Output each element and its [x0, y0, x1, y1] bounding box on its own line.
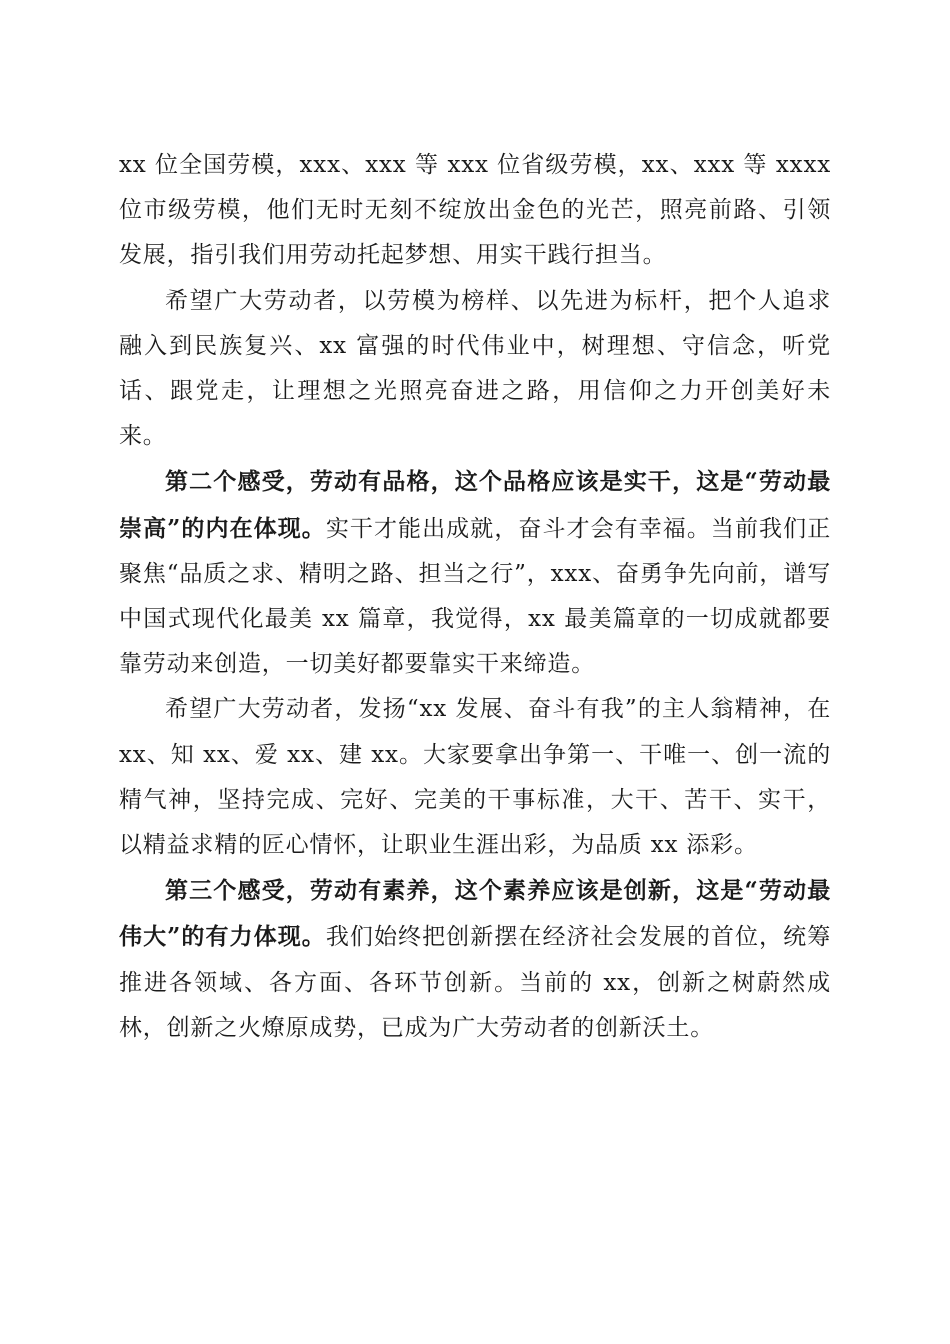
paragraph-5-lead: 第三个感受，劳动有素养，这个素养应该是创新，这是“劳动最伟大”的有力体现。 — [119, 877, 831, 951]
document-body — [119, 143, 831, 1051]
paragraph-2: 希望广大劳动者，以劳模为榜样、以先进为标杆，把个人追求融入到民族复兴、xx 富强的时代伟业中，树理想、守信念，听党话、跟党走，让理想之光照亮奋进之路，用信仰之力开创美好未来。 — [119, 287, 831, 450]
paragraph-1: xx 位全国劳模，xxx、xxx 等 xxx 位省级劳模，xx、xxx 等 xxxx 位市级劳模，他们无时无刻不绽放出金色的光芒，照亮前路、引领发展，指引我们用劳动托起梦想、用实干践行担当。 — [119, 152, 831, 269]
paragraph-3-rest: 实干才能出成就，奋斗才会有幸福。当前我们正聚焦“品质之求、精明之路、担当之行”，xxx、奋勇争先向前，谱写中国式现代化最美 xx 篇章，我觉得，xx 最美篇章的一切成就都要靠劳动来创造，一切美好都要靠实干来缔造。 — [119, 515, 831, 678]
paragraph-3 — [119, 459, 831, 687]
paragraph-4: 希望广大劳动者，发扬“xx 发展、奋斗有我”的主人翁精神，在 xx、知 xx、爱 xx、建 xx。大家要拿出争第一、干唯一、创一流的精气神，坚持完成、完好、完美的干事标准，大干、苦干、实干，以精益求精的匠心情怀，让职业生涯出彩，为品质 xx 添彩。 — [119, 696, 831, 859]
paragraph-5 — [119, 868, 831, 1051]
paragraph-3-lead: 第二个感受，劳动有品格，这个品格应该是实干，这是“劳动最崇高”的内在体现。 — [119, 468, 831, 542]
paragraph-5-rest: 我们始终把创新摆在经济社会发展的首位，统筹推进各领域、各方面、各环节创新。当前的 xx，创新之树蔚然成林，创新之火燎原成势，已成为广大劳动者的创新沃土。 — [119, 924, 831, 1041]
